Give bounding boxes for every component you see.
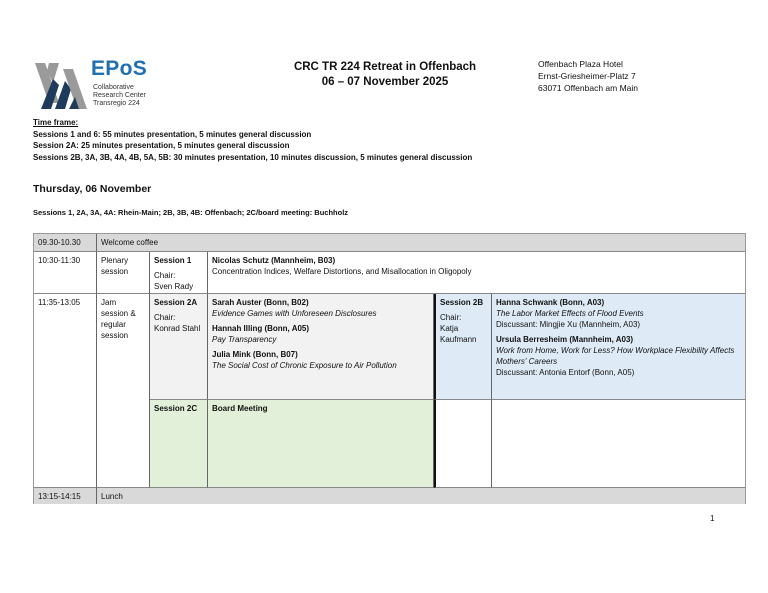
session-2a-talks	[208, 294, 434, 400]
document-title	[250, 60, 520, 90]
talk-title: The Social Cost of Chronic Exposure to Air Pollution	[212, 361, 397, 370]
session-1-talk	[208, 252, 745, 294]
session-2b-talks	[492, 294, 745, 400]
plenary-time: 10:30-11:30	[34, 252, 97, 294]
logo-line-3: Transregio 224	[93, 100, 140, 107]
lunch-label: Lunch	[97, 488, 745, 504]
venue-city: 63071 Offenbach am Main	[538, 83, 639, 93]
chair-label: Chair:	[154, 313, 176, 322]
speaker: Ursula Berresheim (Mannheim, A03)	[496, 335, 634, 344]
plenary-type: Plenary session	[97, 252, 150, 294]
venue-name: Offenbach Plaza Hotel	[538, 59, 623, 69]
session-2c-label: Session 2C	[150, 400, 208, 488]
speaker: Julia Mink (Bonn, B07)	[212, 350, 298, 359]
timeframe-heading: Time frame:	[33, 118, 79, 127]
empty-cell	[492, 400, 745, 488]
speaker: Nicolas Schutz (Mannheim, B03)	[212, 256, 336, 265]
empty-cell	[434, 400, 492, 488]
welcome-time: 09.30-10.30	[34, 234, 97, 252]
empty-cell	[34, 400, 97, 488]
board-meeting-label: Board Meeting	[208, 400, 434, 488]
jam-time: 11:35-13:05	[34, 294, 97, 400]
session-2a-label: Session 2A	[154, 298, 198, 307]
venue-street: Ernst-Griesheimer-Platz 7	[538, 71, 636, 81]
speaker: Sarah Auster (Bonn, B02)	[212, 298, 309, 307]
lunch-time: 13:15-14:15	[34, 488, 97, 504]
discussant: Discussant: Mingjie Xu (Mannheim, A03)	[496, 320, 641, 329]
schedule-table	[33, 233, 746, 504]
timeframe-line: Sessions 1 and 6: 55 minutes presentation, 5 minutes general discussion	[33, 129, 312, 139]
talk-title: Evidence Games with Unforeseen Disclosures	[212, 309, 377, 318]
title-line-1: CRC TR 224 Retreat in Offenbach	[293, 61, 477, 73]
session-2a-info	[150, 294, 208, 400]
chair-name: Katja Kaufmann	[440, 324, 477, 344]
talk-title: Pay Transparency	[212, 335, 277, 344]
chair-label: Chair:	[154, 271, 176, 280]
page-number: 1	[710, 514, 715, 523]
timeframe-line: Session 2A: 25 minutes presentation, 5 minutes general discussion	[33, 141, 290, 150]
chair-name: Konrad Stahl	[154, 324, 201, 333]
epos-logo-mark-icon	[33, 59, 89, 111]
chair-name: Sven Rady	[154, 282, 194, 291]
talk-title: The Labor Market Effects of Flood Events	[496, 309, 644, 318]
epos-logo	[33, 57, 213, 117]
session-2b-info	[434, 294, 492, 400]
session-2b-label: Session 2B	[440, 298, 484, 307]
jam-type: Jam session & regular session	[97, 294, 150, 400]
welcome-label: Welcome coffee	[97, 234, 745, 252]
session-1-label: Session 1	[154, 256, 192, 265]
speaker: Hanna Schwank (Bonn, A03)	[496, 298, 605, 307]
chair-label: Chair:	[440, 313, 462, 322]
session-1-info	[150, 252, 208, 294]
title-line-2: 06 – 07 November 2025	[321, 76, 449, 88]
discussant: Discussant: Antonia Entorf (Bonn, A05)	[496, 368, 635, 377]
logo-line-2: Research Center	[93, 92, 146, 99]
venue-address	[538, 58, 638, 94]
logo-line-1: Collaborative	[93, 84, 134, 91]
speaker: Hannah Illing (Bonn, A05)	[212, 324, 310, 333]
room-assignments: Sessions 1, 2A, 3A, 4A: Rhein-Main; 2B, 3B, 4B: Offenbach; 2C/board meeting: Buchholz	[33, 208, 349, 217]
day-heading: Thursday, 06 November	[33, 183, 152, 195]
empty-cell	[97, 400, 150, 488]
talk-title: Concentration Indices, Welfare Distortions, and Misallocation in Oligopoly	[212, 267, 472, 276]
talk-title: Work from Home, Work for Less? How Workplace Flexibility Affects Mothers' Careers	[496, 346, 735, 366]
timeframe-line: Sessions 2B, 3A, 3B, 4A, 4B, 5A, 5B: 30 minutes presentation, 10 minutes discussion, 5 minutes general discussion	[33, 152, 473, 162]
logo-brand: EPoS	[91, 57, 148, 80]
timeframe-section	[33, 117, 472, 163]
